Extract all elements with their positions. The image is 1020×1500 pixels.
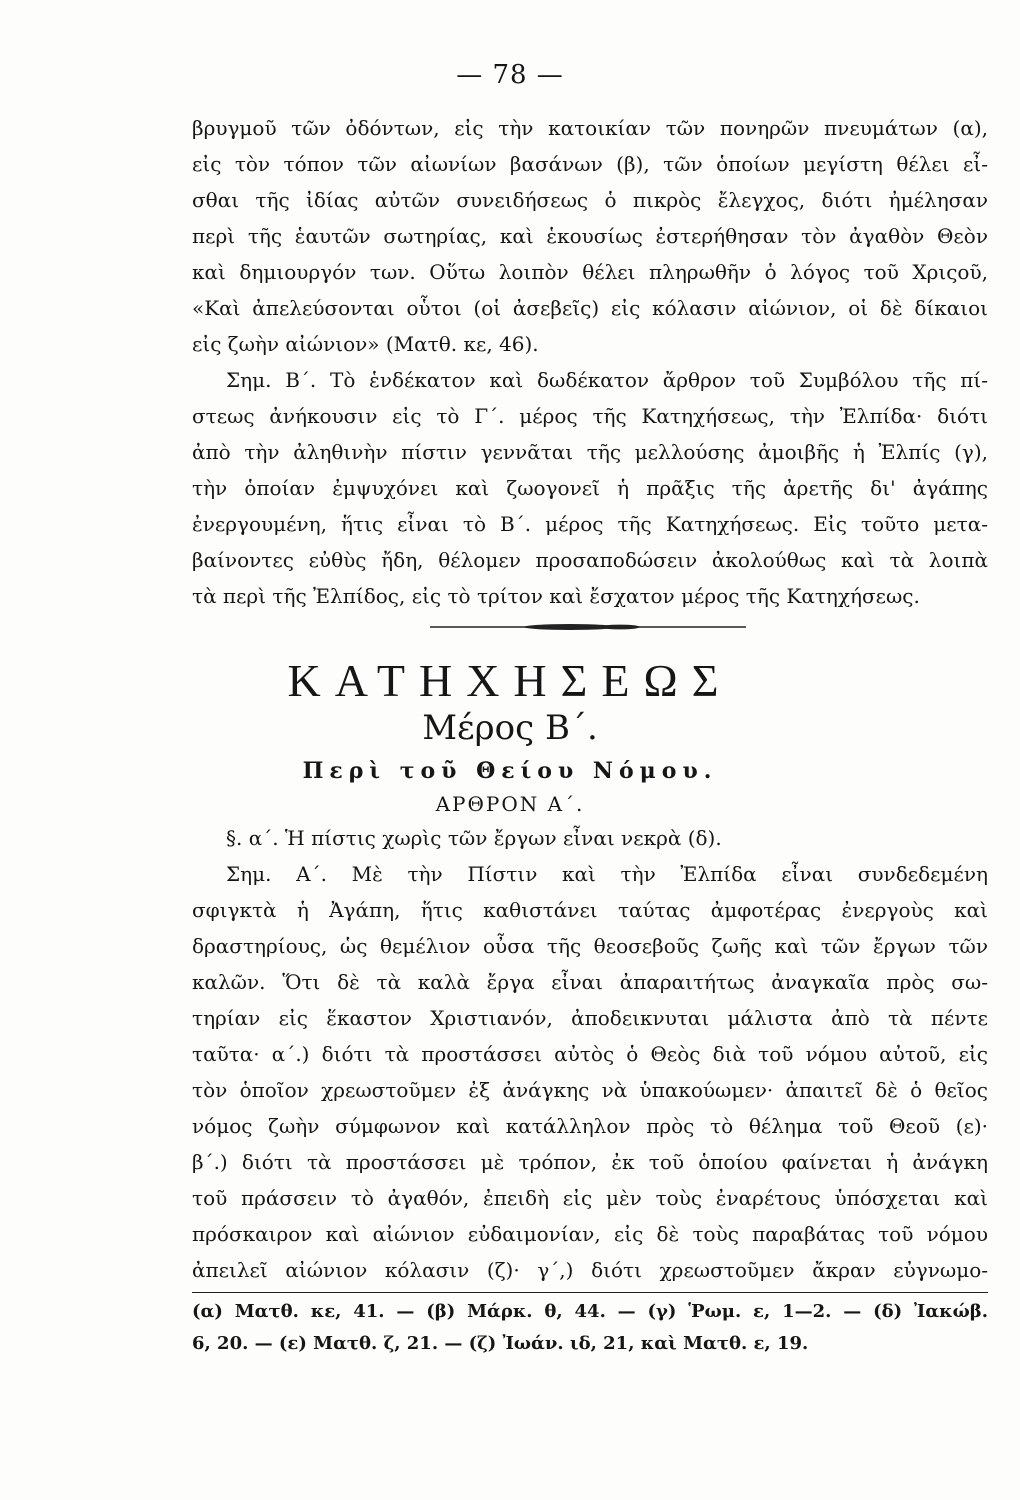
text-line: περὶ τῆς ἑαυτῶν σωτηρίας, καὶ ἑκουσίως ἐστερήθησαν τὸν ἀγαθὸν Θεὸν [192, 224, 988, 248]
section-line: §. α΄. Ἡ πίστις χωρὶς τῶν ἔργων εἶναι νεκρὰ (δ). [226, 826, 722, 850]
text-line: β΄.) διότι τὰ προστάσσει μὲ τρόπον, ἐκ τοῦ ὁποίου φαίνεται ἡ ἀνάγκη [192, 1150, 988, 1174]
text-line: τὰ περὶ τῆς Ἐλπίδος, εἰς τὸ τρίτον καὶ ἔσχατον μέρος τῆς Κατηχήσεως. [192, 584, 920, 608]
text-line: καὶ δημιουργόν των. Οὕτω λοιπὸν θέλει πληρωθῆν ὁ λόγος τοῦ Χριςοῦ, [192, 260, 988, 284]
text-line: τὴν ὁποίαν ἐμψυχόνει καὶ ζωογονεῖ ἡ πρᾶξις τῆς ἀρετῆς δι' ἀγάπης [192, 476, 988, 500]
part-heading: Μέρος Β΄. [422, 708, 598, 748]
section-heading-block [192, 820, 988, 856]
page-number: — 78 — [456, 60, 564, 90]
text-line: σφιγκτὰ ἡ Ἀγάπη, ἥτις καθιστάνει ταύτας ἀμφοτέρας ἐνεργοὺς καὶ [192, 898, 988, 922]
article-heading: ΑΡΘΡΟΝ Α΄. [435, 792, 585, 816]
text-line: Σημ. Β΄. Τὸ ἑνδέκατον καὶ δωδέκατον ἄρθρον τοῦ Συμβόλου τῆς πί- [226, 368, 988, 392]
note-b-paragraph [192, 362, 988, 614]
text-line: ἀπὸ τὴν ἀληθινὴν πίστιν γεννᾶται τῆς μελλούσης ἀμοιβῆς ἡ Ἐλπίς (γ), [192, 440, 988, 464]
footnote-rule [192, 1292, 988, 1293]
paragraph-continuation [192, 110, 988, 362]
text-line: τὸν ὁποῖον χρεωστοῦμεν ἐξ ἀνάγκης νὰ ὑπακούωμεν· ἀπαιτεῖ δὲ ὁ θεῖος [192, 1078, 988, 1102]
text-line: νόμος ζωὴν σύμφωνον καὶ κατάλληλον πρὸς τὸ θέλημα τοῦ Θεοῦ (ε)· [192, 1114, 988, 1138]
text-line: βαίνοντες εὐθὺς ἤδη, θέλομεν προσαποδώσειν ἀκολούθως καὶ τὰ λοιπὰ [192, 548, 988, 572]
footnote-line: (α) Ματθ. κε, 41. — (β) Μάρκ. θ, 44. — (γ) Ῥωμ. ε, 1—2. — (δ) Ἰακώβ. [192, 1301, 988, 1322]
text-line: τηρίαν εἰς ἕκαστον Χριστιανόν, ἀποδεικνυται μάλιστα ἀπὸ τὰ πέντε [192, 1006, 988, 1030]
footnote-line: 6, 20. — (ε) Ματθ. ζ, 21. — (ζ) Ἰωάν. ιδ, 21, καὶ Ματθ. ε, 19. [192, 1333, 809, 1354]
text-line: εἰς ζωὴν αἰώνιον» (Ματθ. κε, 46). [192, 332, 539, 356]
topic-heading: Περὶ τοῦ Θείου Νόμου. [302, 758, 718, 784]
text-line: ἀπειλεῖ αἰώνιον κόλασιν (ζ)· γ΄,) διότι χρεωστοῦμεν ἄκραν εὐγνωμο- [192, 1258, 988, 1282]
catechism-title: ΚΑΤΗΧΗΣΕΩΣ [287, 655, 733, 706]
text-line: πρόσκαιρον καὶ αἰώνιον εὐδαιμονίαν, εἰς δὲ τοὺς παραβάτας τοῦ νόμου [192, 1222, 988, 1246]
text-line: σθαι τῆς ἰδίας αὐτῶν συνειδήσεως ὁ πικρὸς ἔλεγχος, διότι ἠμέλησαν [192, 188, 988, 212]
text-line: εἰς τὸν τόπον τῶν αἰωνίων βασάνων (β), τῶν ὁποίων μεγίστη θέλει εἶ- [192, 152, 988, 176]
text-line: ἐνεργουμένη, ἥτις εἶναι τὸ Β΄. μέρος τῆς Κατηχήσεως. Εἰς τοῦτο μετα- [192, 512, 988, 536]
text-line: Σημ. Α΄. Μὲ τὴν Πίστιν καὶ τὴν Ἐλπίδα εἶναι συνδεδεμένη [226, 862, 988, 886]
footnotes [192, 1296, 988, 1360]
note-a-paragraph [192, 856, 988, 1288]
text-line: ταῦτα· α΄.) διότι τὰ προστάσσει αὐτὸς ὁ Θεὸς διὰ τοῦ νόμου αὐτοῦ, εἰς [192, 1042, 988, 1066]
text-line: στεως ἀνήκουσιν εἰς τὸ Γ΄. μέρος τῆς Κατηχήσεως, τὴν Ἐλπίδα· διότι [192, 404, 988, 428]
text-line: δραστηρίους, ὡς θεμέλιον οὖσα τῆς θεοσεβοῦς ζωῆς καὶ τῶν ἔργων τῶν [192, 934, 988, 958]
text-line: καλῶν. Ὅτι δὲ τὰ καλὰ ἔργα εἶναι ἀπαραιτήτως ἀναγκαῖα πρὸς σω- [192, 970, 988, 994]
text-line: βρυγμοῦ τῶν ὀδόντων, εἰς τὴν κατοικίαν τῶν πονηρῶν πνευμάτων (α), [192, 116, 988, 140]
ornamental-divider [430, 622, 746, 632]
text-line: «Καὶ ἀπελεύσονται οὗτοι (οἱ ἀσεβεῖς) εἰς κόλασιν αἰώνιον, οἱ δὲ δίκαιοι [192, 296, 988, 320]
text-line: τοῦ πράσσειν τὸ ἀγαθόν, ἐπειδὴ εἰς μὲν τοὺς ἐναρέτους ὑπόσχεται καὶ [192, 1186, 988, 1210]
